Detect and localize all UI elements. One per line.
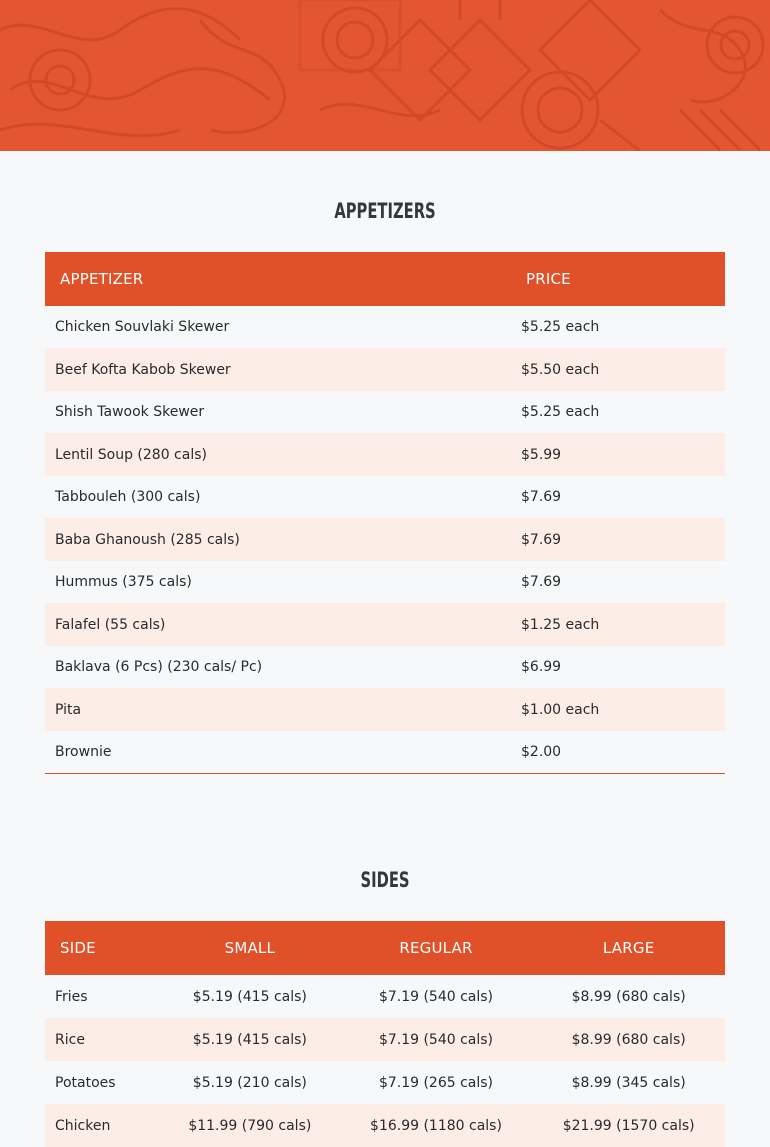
side-regular-price: $7.19 (540 cals) [378,988,494,1005]
appetizer-name: Baklava (6 Pcs) (230 cals/ Pc) [55,659,263,675]
table-row [45,391,725,433]
side-large-price: $8.99 (345 cals) [571,1074,686,1091]
sides-table [45,921,725,1147]
table-row [45,476,725,518]
table-row [45,975,725,1018]
side-small-price: $5.19 (210 cals) [192,1074,307,1091]
table-header-row [45,252,725,306]
table-row [45,1018,725,1061]
side-small-price: $5.19 (415 cals) [192,1031,307,1048]
appetizer-price: $5.25 each [521,319,600,335]
column-header-price: PRICE [511,252,725,306]
side-name: Fries [55,988,88,1005]
table-header-row [45,921,725,975]
table-row [45,731,725,773]
table-row [45,1061,725,1104]
table-row [45,348,725,391]
appetizer-name: Pita [55,701,82,718]
table-row [45,1104,725,1147]
appetizer-name: Chicken Souvlaki Skewer [55,319,230,335]
column-header-regular: REGULAR [340,921,533,975]
appetizer-name: Falafel (55 cals) [55,616,166,633]
appetizers-heading: APPETIZERS [334,199,436,223]
appetizer-price: $5.25 each [521,404,600,420]
appetizer-name: Baba Ghanoush (285 cals) [55,531,240,548]
appetizers-table [45,252,725,774]
appetizer-price: $6.99 [521,659,562,675]
sides-heading: SIDES [360,868,410,892]
side-regular-price: $7.19 (265 cals) [378,1074,494,1091]
appetizer-price: $7.69 [521,531,562,548]
appetizer-price: $5.50 each [521,361,600,378]
appetizer-price: $7.69 [521,489,562,505]
column-header-appetizer: APPETIZER [45,252,511,306]
table-row [45,306,725,348]
side-regular-price: $7.19 (540 cals) [378,1031,494,1048]
table-row [45,518,725,561]
table-row [45,688,725,731]
appetizer-name: Tabbouleh (300 cals) [55,489,201,505]
appetizer-name: Brownie [45,731,511,773]
appetizer-name: Shish Tawook Skewer [55,404,205,420]
side-name: Chicken [55,1117,111,1134]
banner-pattern [0,0,770,151]
table-row [45,433,725,476]
appetizer-price: $5.99 [521,446,562,463]
column-header-large: LARGE [532,921,725,975]
side-regular-price: $16.99 (1180 cals) [370,1117,502,1134]
table-row [45,603,725,646]
header-banner [0,0,770,151]
appetizer-price: $1.25 each [521,616,600,633]
side-large-price: $8.99 (680 cals) [571,988,686,1005]
column-header-side: SIDE [45,921,160,975]
column-header-small: SMALL [160,921,340,975]
appetizer-name: Hummus (375 cals) [55,574,192,590]
appetizer-price: $1.00 each [521,701,600,718]
appetizer-name: Lentil Soup (280 cals) [55,446,207,463]
side-large-price: $8.99 (680 cals) [571,1031,686,1048]
side-name: Potatoes [55,1074,116,1091]
appetizer-price: $2.00 [511,731,725,773]
side-name: Rice [55,1031,85,1048]
appetizer-price: $7.69 [521,574,562,590]
table-row [45,561,725,603]
side-large-price: $21.99 (1570 cals) [562,1117,695,1134]
side-small-price: $11.99 (790 cals) [188,1117,312,1134]
side-small-price: $5.19 (415 cals) [192,988,307,1005]
table-row [45,646,725,688]
appetizer-name: Beef Kofta Kabob Skewer [55,361,231,378]
